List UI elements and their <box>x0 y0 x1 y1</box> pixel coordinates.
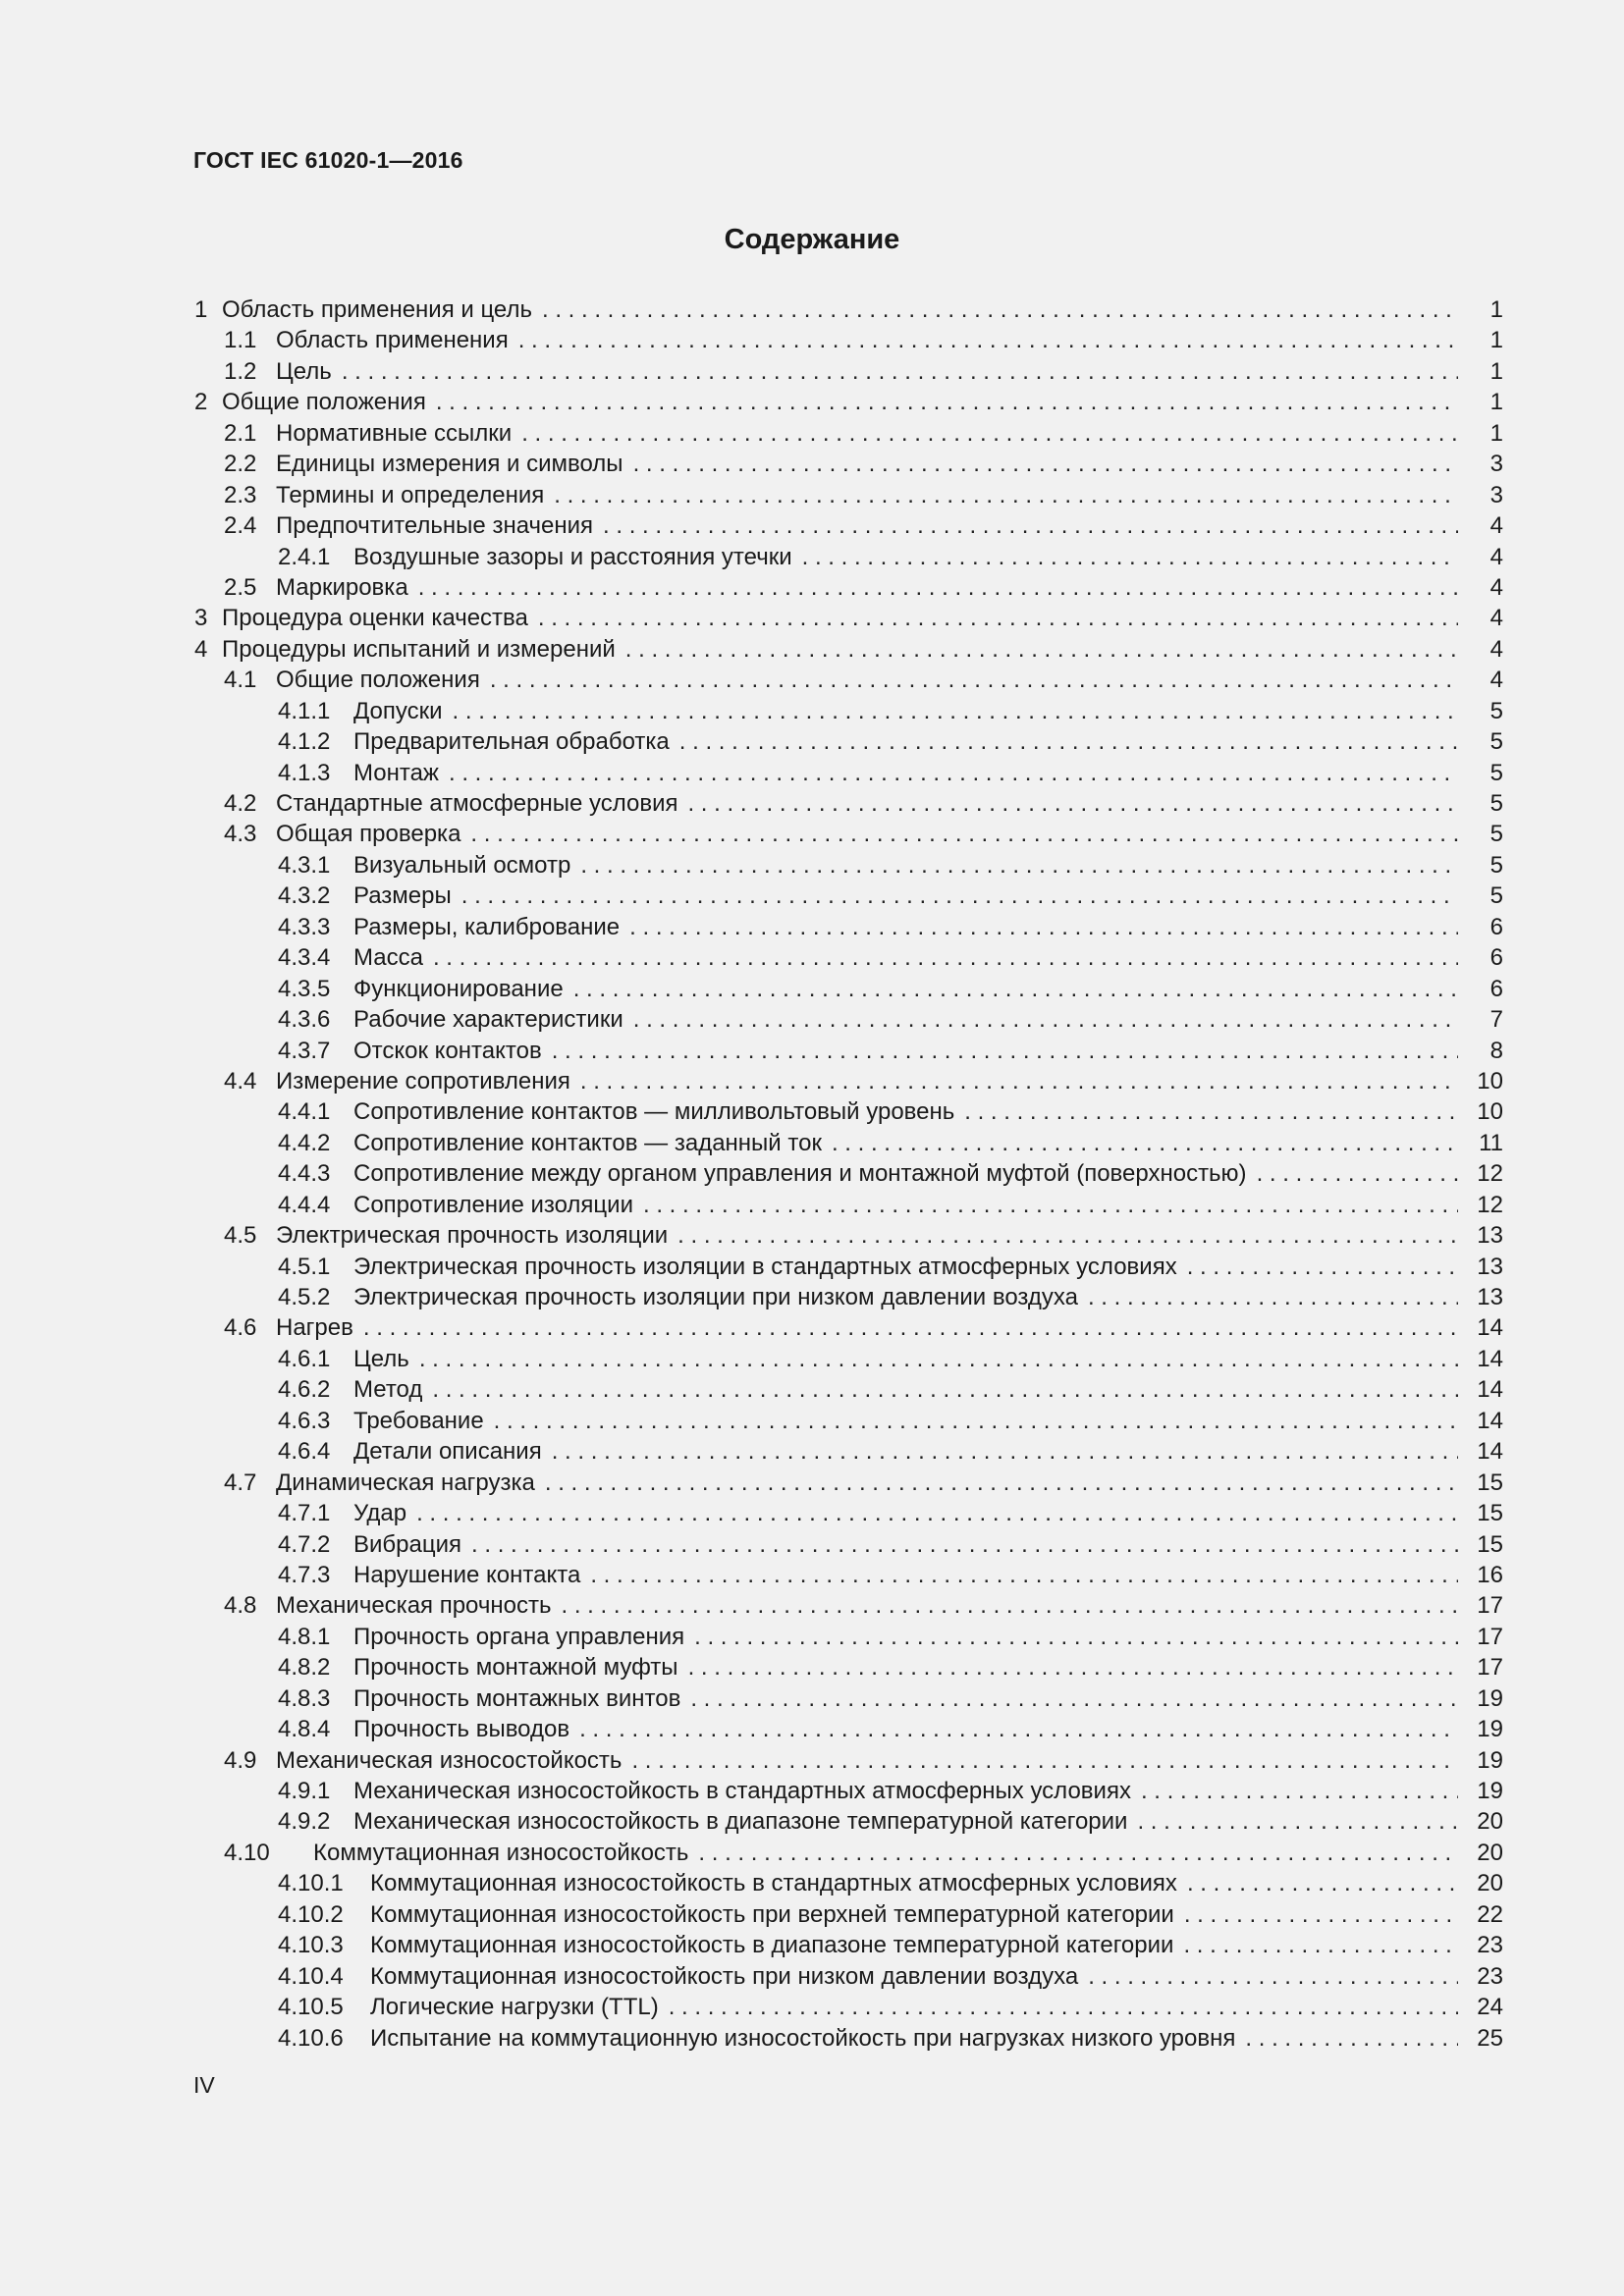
toc-entry[interactable] <box>194 1590 1503 1621</box>
toc-entry-number: 4.10.2 <box>278 1900 344 1928</box>
toc-dot-leader <box>436 387 1458 417</box>
toc-dot-leader <box>542 294 1458 325</box>
toc-entry[interactable] <box>194 542 1503 572</box>
toc-dot-leader <box>418 572 1458 603</box>
toc-dot-leader <box>521 418 1458 449</box>
toc-entry-page: 16 <box>1477 1561 1503 1588</box>
toc-entry-number: 4.8.2 <box>278 1654 331 1682</box>
toc-entry-page: 1 <box>1489 419 1503 447</box>
toc-entry-page: 14 <box>1477 1407 1503 1434</box>
toc-dot-leader <box>471 1529 1458 1560</box>
toc-entry-title: Нарушение контакта <box>353 1561 581 1588</box>
toc-entry[interactable] <box>194 572 1503 603</box>
toc-entry-page: 19 <box>1477 1716 1503 1743</box>
toc-entry-title: Логические нагрузки (TTL) <box>370 1994 659 2021</box>
toc-entry-title: Прочность монтажных винтов <box>353 1684 681 1712</box>
toc-entry-page: 19 <box>1477 1746 1503 1774</box>
toc-entry-number: 4.6 <box>224 1314 257 1342</box>
toc-entry[interactable] <box>194 1930 1503 1960</box>
toc-entry[interactable] <box>194 912 1503 942</box>
toc-entry-page: 6 <box>1489 944 1503 972</box>
page-title: Содержание <box>724 224 900 255</box>
toc-entry-page: 4 <box>1489 543 1503 570</box>
toc-entry-page: 4 <box>1489 635 1503 663</box>
toc-dot-leader <box>1245 2023 1458 2054</box>
toc-dot-leader <box>419 1344 1458 1374</box>
toc-entry-page: 3 <box>1489 481 1503 508</box>
toc-entry[interactable] <box>194 1868 1503 1898</box>
toc-entry-number: 4.2 <box>224 790 257 817</box>
toc-dot-leader <box>964 1096 1458 1127</box>
toc-entry-title: Вибрация <box>353 1530 462 1558</box>
toc-dot-leader <box>579 1714 1458 1744</box>
toc-entry[interactable] <box>194 1622 1503 1652</box>
toc-entry-number: 4.3 <box>224 821 257 848</box>
toc-entry-number: 4.9.1 <box>278 1778 331 1804</box>
toc-dot-leader <box>461 881 1458 911</box>
toc-entry[interactable] <box>194 1344 1503 1374</box>
toc-entry-number: 4.7.3 <box>278 1561 331 1588</box>
toc-entry-number: 4.5 <box>224 1222 257 1250</box>
toc-entry-number: 4.3.7 <box>278 1037 331 1064</box>
toc-entry-number: 1 <box>194 296 208 323</box>
toc-entry-title: Общие положения <box>276 667 480 694</box>
toc-entry-page: 15 <box>1477 1530 1503 1558</box>
toc-entry-page: 3 <box>1489 451 1503 478</box>
toc-entry-number: 4.6.1 <box>278 1345 331 1372</box>
toc-entry[interactable] <box>194 1406 1503 1436</box>
toc-entry[interactable] <box>194 2023 1503 2054</box>
toc-entry-number: 4.5.1 <box>278 1253 331 1280</box>
toc-entry-page: 1 <box>1489 296 1503 323</box>
toc-entry[interactable] <box>194 1252 1503 1282</box>
toc-entry-title: Общая проверка <box>276 821 461 848</box>
toc-dot-leader <box>545 1468 1458 1498</box>
toc-entry-title: Требование <box>353 1407 484 1434</box>
toc-entry-title: Монтаж <box>353 759 439 786</box>
toc-entry[interactable] <box>194 758 1503 788</box>
toc-entry[interactable] <box>194 974 1503 1004</box>
toc-entry-number: 4.8.1 <box>278 1623 331 1650</box>
toc-entry[interactable] <box>194 480 1503 510</box>
toc-entry-number: 4.7 <box>224 1468 257 1496</box>
page-number: IV <box>193 2072 215 2098</box>
toc-entry-title: Электрическая прочность изоляции <box>276 1222 669 1250</box>
toc-entry[interactable] <box>194 1683 1503 1714</box>
toc-entry[interactable] <box>194 1961 1503 1992</box>
toc-dot-leader <box>580 850 1458 881</box>
toc-entry-number: 4.1 <box>224 667 257 694</box>
toc-entry-number: 4.5.2 <box>278 1284 331 1310</box>
toc-dot-leader <box>416 1498 1458 1528</box>
toc-entry[interactable] <box>194 418 1503 449</box>
toc-dot-leader <box>1183 1930 1458 1960</box>
toc-entry[interactable] <box>194 1560 1503 1590</box>
toc-entry-page: 13 <box>1477 1253 1503 1280</box>
toc-entry-title: Нагрев <box>276 1314 353 1342</box>
toc-entry-number: 4.10.4 <box>278 1962 344 1990</box>
toc-entry-title: Визуальный осмотр <box>353 851 571 879</box>
toc-entry-title: Коммутационная износостойкость при верхней температурной категории <box>370 1900 1174 1928</box>
toc-entry-title: Цель <box>276 357 332 385</box>
toc-entry-number: 4.9 <box>224 1746 257 1774</box>
toc-entry-page: 7 <box>1489 1006 1503 1034</box>
toc-dot-leader <box>552 1036 1458 1066</box>
toc-entry-number: 4.1.2 <box>278 728 331 756</box>
toc-entry[interactable] <box>194 665 1503 695</box>
table-of-contents <box>194 294 1503 2054</box>
toc-entry-number: 4.4.1 <box>278 1098 331 1126</box>
toc-entry-number: 4.10 <box>224 1839 270 1866</box>
toc-entry[interactable] <box>194 1282 1503 1312</box>
toc-entry-number: 4.4.3 <box>278 1160 331 1188</box>
toc-entry[interactable] <box>194 1436 1503 1467</box>
toc-entry-page: 14 <box>1477 1314 1503 1342</box>
toc-entry-number: 4.1.1 <box>278 697 331 724</box>
toc-dot-leader <box>629 912 1458 942</box>
toc-entry-number: 4.10.6 <box>278 2024 344 2052</box>
toc-entry[interactable] <box>194 1096 1503 1127</box>
toc-dot-leader <box>1088 1961 1458 1992</box>
toc-entry-number: 4.3.2 <box>278 882 331 910</box>
toc-entry-title: Воздушные зазоры и расстояния утечки <box>353 543 792 570</box>
toc-entry-page: 15 <box>1477 1500 1503 1527</box>
toc-entry[interactable] <box>194 1066 1503 1096</box>
toc-entry[interactable] <box>194 356 1503 387</box>
toc-entry-page: 10 <box>1477 1098 1503 1126</box>
toc-entry-title: Коммутационная износостойкость при низком давлении воздуха <box>370 1962 1079 1990</box>
toc-entry-number: 4.9.2 <box>278 1808 331 1836</box>
toc-entry-title: Механическая износостойкость в стандартных атмосферных условиях <box>353 1778 1131 1804</box>
toc-dot-leader <box>453 696 1458 726</box>
toc-entry-page: 13 <box>1477 1222 1503 1250</box>
toc-entry-page: 22 <box>1477 1900 1503 1928</box>
toc-entry-number: 4 <box>194 635 208 663</box>
toc-entry[interactable] <box>194 1158 1503 1189</box>
toc-dot-leader <box>643 1190 1458 1220</box>
toc-entry[interactable] <box>194 603 1503 633</box>
toc-entry-page: 6 <box>1489 975 1503 1002</box>
toc-dot-leader <box>633 449 1458 479</box>
toc-entry[interactable] <box>194 1776 1503 1806</box>
toc-entry-title: Сопротивление изоляции <box>353 1191 633 1218</box>
toc-dot-leader <box>603 510 1458 541</box>
toc-dot-leader <box>470 819 1458 849</box>
toc-dot-leader <box>688 1652 1458 1682</box>
toc-entry-title: Предварительная обработка <box>353 728 670 756</box>
toc-entry-number: 4.4 <box>224 1067 257 1095</box>
toc-entry-number: 4.4.4 <box>278 1191 331 1218</box>
toc-entry-page: 10 <box>1477 1067 1503 1095</box>
toc-entry-page: 17 <box>1477 1592 1503 1620</box>
toc-entry-page: 14 <box>1477 1376 1503 1404</box>
toc-entry-page: 1 <box>1489 327 1503 354</box>
toc-entry-title: Процедуры испытаний и измерений <box>222 635 616 663</box>
toc-dot-leader <box>1187 1252 1458 1282</box>
toc-entry-title: Механическая износостойкость в диапазоне температурной категории <box>353 1808 1128 1836</box>
toc-entry-title: Нормативные ссылки <box>276 419 513 447</box>
toc-dot-leader <box>1184 1899 1458 1930</box>
toc-entry[interactable] <box>194 1992 1503 2022</box>
toc-entry[interactable] <box>194 1004 1503 1035</box>
toc-entry-title: Измерение сопротивления <box>276 1067 570 1095</box>
toc-entry-number: 4.10.5 <box>278 1994 344 2021</box>
toc-entry[interactable] <box>194 325 1503 355</box>
toc-entry[interactable] <box>194 1745 1503 1776</box>
toc-dot-leader <box>1137 1806 1458 1837</box>
toc-entry-title: Область применения <box>276 327 509 354</box>
toc-entry-number: 2.4 <box>224 512 257 540</box>
toc-entry-number: 4.6.3 <box>278 1407 331 1434</box>
toc-dot-leader <box>1141 1776 1458 1806</box>
toc-dot-leader <box>573 974 1458 1004</box>
toc-entry-number: 4.10.3 <box>278 1932 344 1959</box>
toc-entry-page: 4 <box>1489 605 1503 632</box>
toc-entry-page: 15 <box>1477 1468 1503 1496</box>
toc-entry-title: Размеры <box>353 882 452 910</box>
toc-dot-leader <box>669 1992 1458 2022</box>
toc-entry[interactable] <box>194 510 1503 541</box>
toc-entry[interactable] <box>194 1899 1503 1930</box>
toc-entry-title: Удар <box>353 1500 407 1527</box>
toc-entry-page: 5 <box>1489 759 1503 786</box>
toc-entry-number: 4.8 <box>224 1592 257 1620</box>
toc-entry-page: 5 <box>1489 728 1503 756</box>
toc-entry-number: 2.3 <box>224 481 257 508</box>
toc-entry-page: 4 <box>1489 573 1503 601</box>
toc-entry[interactable] <box>194 942 1503 973</box>
toc-entry-page: 1 <box>1489 357 1503 385</box>
toc-entry-number: 3 <box>194 605 208 632</box>
toc-entry-title: Прочность монтажной муфты <box>353 1654 678 1682</box>
toc-entry[interactable] <box>194 850 1503 881</box>
toc-entry-page: 5 <box>1489 851 1503 879</box>
toc-entry-page: 5 <box>1489 882 1503 910</box>
toc-entry-page: 23 <box>1477 1962 1503 1990</box>
toc-entry-title: Сопротивление контактов — милливольтовый уровень <box>353 1098 955 1126</box>
toc-entry[interactable] <box>194 1838 1503 1868</box>
toc-entry-page: 14 <box>1477 1438 1503 1466</box>
toc-dot-leader <box>677 1220 1458 1251</box>
toc-entry[interactable] <box>194 634 1503 665</box>
toc-entry-page: 20 <box>1477 1808 1503 1836</box>
toc-dot-leader <box>625 634 1458 665</box>
toc-entry-number: 4.3.3 <box>278 913 331 940</box>
toc-entry[interactable] <box>194 1312 1503 1343</box>
toc-entry-number: 4.7.1 <box>278 1500 331 1527</box>
toc-entry-title: Коммутационная износостойкость в стандартных атмосферных условиях <box>370 1870 1177 1897</box>
toc-entry-title: Электрическая прочность изоляции при низком давлении воздуха <box>353 1284 1078 1310</box>
toc-entry-page: 12 <box>1477 1160 1503 1188</box>
toc-dot-leader <box>552 1436 1458 1467</box>
toc-entry-page: 4 <box>1489 512 1503 540</box>
toc-entry[interactable] <box>194 819 1503 849</box>
toc-entry-title: Прочность выводов <box>353 1716 570 1743</box>
toc-entry-title: Сопротивление между органом управления и монтажной муфтой (поверхностью) <box>353 1160 1247 1188</box>
toc-entry[interactable] <box>194 1652 1503 1682</box>
toc-entry-title: Испытание на коммутационную износостойкость при нагрузках низкого уровня <box>370 2024 1236 2052</box>
toc-entry[interactable] <box>194 1128 1503 1158</box>
toc-entry-page: 1 <box>1489 389 1503 416</box>
toc-entry[interactable] <box>194 696 1503 726</box>
toc-dot-leader <box>538 603 1458 633</box>
toc-dot-leader <box>518 325 1458 355</box>
toc-entry-number: 4.1.3 <box>278 759 331 786</box>
toc-entry-number: 1.1 <box>224 327 257 354</box>
toc-entry-page: 24 <box>1477 1994 1503 2021</box>
toc-entry-title: Единицы измерения и символы <box>276 451 623 478</box>
toc-dot-leader <box>690 1683 1458 1714</box>
toc-entry-title: Стандартные атмосферные условия <box>276 790 678 817</box>
toc-entry-page: 19 <box>1477 1684 1503 1712</box>
toc-entry-page: 17 <box>1477 1654 1503 1682</box>
toc-entry-title: Детали описания <box>353 1438 542 1466</box>
toc-entry-number: 4.3.1 <box>278 851 331 879</box>
toc-dot-leader <box>363 1312 1458 1343</box>
toc-dot-leader <box>679 726 1458 757</box>
toc-entry-number: 4.4.2 <box>278 1129 331 1156</box>
toc-entry-page: 14 <box>1477 1345 1503 1372</box>
toc-entry-title: Электрическая прочность изоляции в стандартных атмосферных условиях <box>353 1253 1177 1280</box>
toc-entry-title: Рабочие характеристики <box>353 1006 623 1034</box>
toc-entry-number: 2.5 <box>224 573 257 601</box>
toc-entry-number: 1.2 <box>224 357 257 385</box>
toc-entry-number: 4.3.6 <box>278 1006 331 1034</box>
toc-entry-title: Прочность органа управления <box>353 1623 685 1650</box>
toc-entry-title: Размеры, калибрование <box>353 913 621 940</box>
toc-dot-leader <box>449 758 1458 788</box>
toc-dot-leader <box>631 1745 1458 1776</box>
toc-entry-page: 5 <box>1489 697 1503 724</box>
toc-entry-number: 4.3.5 <box>278 975 331 1002</box>
toc-entry-title: Функционирование <box>353 975 564 1002</box>
toc-entry-title: Масса <box>353 944 423 972</box>
toc-entry-number: 2.2 <box>224 451 257 478</box>
toc-dot-leader <box>580 1066 1458 1096</box>
toc-entry-title: Область применения и цель <box>222 296 532 323</box>
toc-entry-title: Предпочтительные значения <box>276 512 594 540</box>
toc-entry-number: 4.8.4 <box>278 1716 331 1743</box>
toc-dot-leader <box>832 1128 1458 1158</box>
toc-entry-page: 19 <box>1477 1778 1503 1804</box>
toc-entry[interactable] <box>194 294 1503 325</box>
toc-dot-leader <box>1187 1868 1458 1898</box>
toc-entry-page: 6 <box>1489 913 1503 940</box>
toc-entry[interactable] <box>194 1468 1503 1498</box>
toc-dot-leader <box>1088 1282 1458 1312</box>
toc-entry[interactable] <box>194 1036 1503 1066</box>
toc-entry-title: Цель <box>353 1345 409 1372</box>
toc-entry-number: 4.10.1 <box>278 1870 344 1897</box>
toc-entry-page: 11 <box>1479 1129 1503 1156</box>
toc-entry-title: Коммутационная износостойкость в диапазоне температурной категории <box>370 1932 1174 1959</box>
toc-entry-number: 4.8.3 <box>278 1684 331 1712</box>
toc-entry-page: 4 <box>1489 667 1503 694</box>
toc-dot-leader <box>687 788 1458 819</box>
toc-entry-title: Термины и определения <box>276 481 545 508</box>
toc-entry-title: Общие положения <box>222 389 426 416</box>
toc-dot-leader <box>802 542 1458 572</box>
toc-dot-leader <box>494 1406 1458 1436</box>
toc-entry-page: 23 <box>1477 1932 1503 1959</box>
toc-entry-page: 5 <box>1489 821 1503 848</box>
toc-entry[interactable] <box>194 1220 1503 1251</box>
toc-entry[interactable] <box>194 726 1503 757</box>
toc-entry-number: 4.7.2 <box>278 1530 331 1558</box>
toc-entry-number: 2.4.1 <box>278 543 331 570</box>
toc-dot-leader <box>694 1622 1458 1652</box>
toc-dot-leader <box>490 665 1458 695</box>
toc-entry[interactable] <box>194 881 1503 911</box>
toc-entry-title: Механическая прочность <box>276 1592 552 1620</box>
toc-dot-leader <box>432 1374 1458 1405</box>
toc-entry[interactable] <box>194 1529 1503 1560</box>
toc-dot-leader <box>342 356 1458 387</box>
toc-dot-leader <box>433 942 1458 973</box>
document-id: ГОСТ IEC 61020-1—2016 <box>193 147 463 173</box>
toc-entry-title: Динамическая нагрузка <box>276 1468 535 1496</box>
toc-entry-title: Сопротивление контактов — заданный ток <box>353 1129 822 1156</box>
toc-entry[interactable] <box>194 449 1503 479</box>
toc-entry-page: 20 <box>1477 1839 1503 1866</box>
toc-entry-number: 4.6.2 <box>278 1376 331 1404</box>
toc-dot-leader <box>633 1004 1458 1035</box>
toc-entry-title: Отскок контактов <box>353 1037 542 1064</box>
toc-entry-title: Механическая износостойкость <box>276 1746 623 1774</box>
toc-entry-page: 8 <box>1489 1037 1503 1064</box>
toc-entry-page: 25 <box>1477 2024 1503 2052</box>
toc-entry-number: 4.6.4 <box>278 1438 331 1466</box>
toc-dot-leader <box>554 480 1458 510</box>
toc-dot-leader <box>698 1838 1458 1868</box>
toc-entry-page: 20 <box>1477 1870 1503 1897</box>
toc-entry[interactable] <box>194 1806 1503 1837</box>
toc-entry-title: Допуски <box>353 697 443 724</box>
toc-entry-title: Коммутационная износостойкость <box>313 1839 689 1866</box>
toc-entry-title: Маркировка <box>276 573 408 601</box>
toc-entry[interactable] <box>194 1498 1503 1528</box>
toc-entry-number: 2 <box>194 389 208 416</box>
toc-entry-title: Метод <box>353 1376 423 1404</box>
toc-entry[interactable] <box>194 1374 1503 1405</box>
toc-entry-title: Процедура оценки качества <box>222 605 528 632</box>
toc-dot-leader <box>1257 1158 1458 1189</box>
toc-entry-number: 2.1 <box>224 419 257 447</box>
toc-dot-leader <box>590 1560 1458 1590</box>
toc-entry[interactable] <box>194 387 1503 417</box>
toc-entry-page: 5 <box>1489 790 1503 817</box>
toc-entry-page: 13 <box>1477 1284 1503 1310</box>
toc-entry-page: 17 <box>1477 1623 1503 1650</box>
toc-entry-number: 4.3.4 <box>278 944 331 972</box>
toc-dot-leader <box>561 1590 1458 1621</box>
toc-entry[interactable] <box>194 788 1503 819</box>
toc-entry-page: 12 <box>1477 1191 1503 1218</box>
toc-entry[interactable] <box>194 1714 1503 1744</box>
toc-entry[interactable] <box>194 1190 1503 1220</box>
